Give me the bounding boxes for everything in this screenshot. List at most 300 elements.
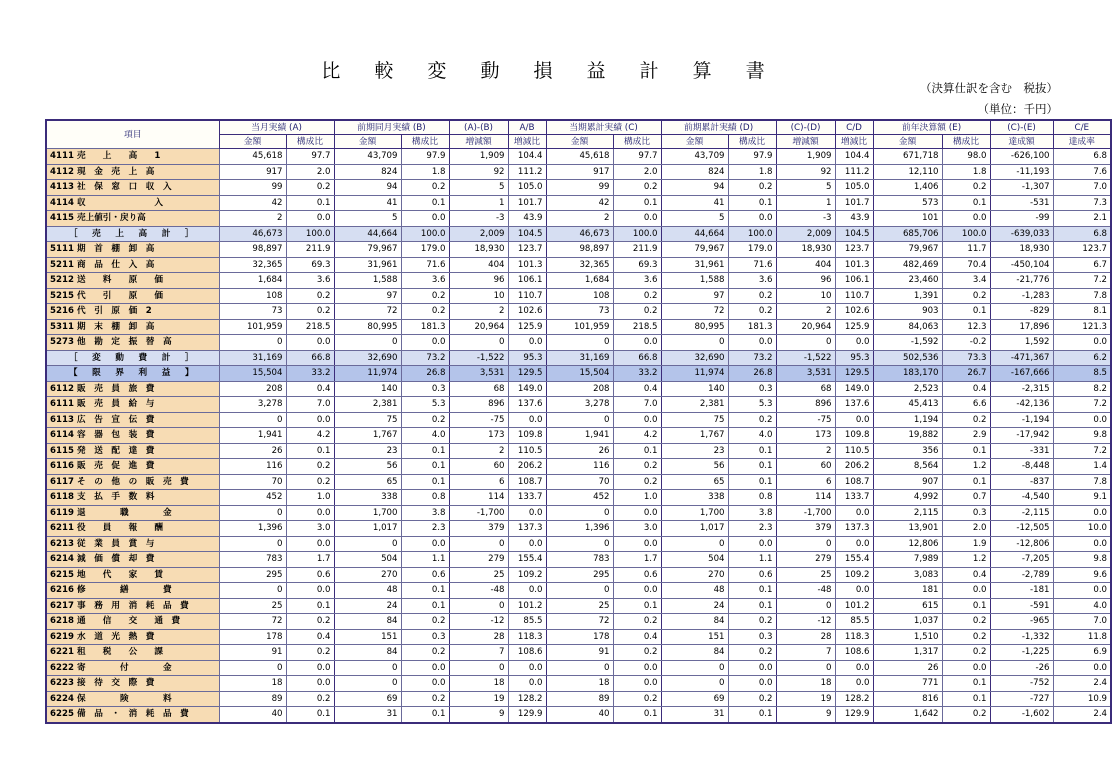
value-cell: 0.0 <box>508 335 546 351</box>
value-cell: 0.2 <box>286 614 334 630</box>
value-cell: 502,536 <box>873 350 942 366</box>
value-cell: 0 <box>546 335 613 351</box>
value-cell: 1.1 <box>401 552 449 568</box>
table-row <box>46 505 1111 521</box>
value-cell: -99 <box>990 211 1053 227</box>
value-cell: 0 <box>334 335 401 351</box>
value-cell: 108 <box>546 288 613 304</box>
value-cell: 32,365 <box>219 257 286 273</box>
value-cell: 0.1 <box>613 443 661 459</box>
value-cell: 70.4 <box>942 257 990 273</box>
value-cell: 183,170 <box>873 366 942 382</box>
value-cell: 0.1 <box>728 707 776 723</box>
value-cell: -450,104 <box>990 257 1053 273</box>
value-cell: 116 <box>546 459 613 475</box>
account-label <box>46 552 219 568</box>
value-cell: 31 <box>334 707 401 723</box>
value-cell: 9.8 <box>1053 552 1111 568</box>
account-label <box>46 521 219 537</box>
account-code: 4111 <box>50 151 74 162</box>
account-name: 販 売 員 給 与 <box>77 399 155 410</box>
value-cell: 270 <box>334 567 401 583</box>
value-cell: 149.0 <box>835 381 873 397</box>
value-cell: -12,806 <box>990 536 1053 552</box>
value-cell: 0.6 <box>286 567 334 583</box>
account-name: 売 上 高 1 <box>77 151 161 162</box>
value-cell: 0.0 <box>613 676 661 692</box>
value-cell: 1,700 <box>661 505 728 521</box>
value-cell: 5 <box>449 180 508 196</box>
value-cell: 95.3 <box>508 350 546 366</box>
value-cell: 2 <box>449 443 508 459</box>
value-cell: 3,531 <box>776 366 835 382</box>
value-cell: 110.5 <box>835 443 873 459</box>
value-cell: 73 <box>546 304 613 320</box>
value-cell: 0 <box>776 335 835 351</box>
account-code: 6117 <box>50 476 74 487</box>
account-code: 6214 <box>50 554 74 565</box>
value-cell: 1.7 <box>286 552 334 568</box>
value-cell: 94 <box>334 180 401 196</box>
account-label <box>46 195 219 211</box>
value-cell: 178 <box>219 629 286 645</box>
value-cell: 0.0 <box>508 505 546 521</box>
account-code: 5111 <box>50 244 74 255</box>
value-cell: 0.6 <box>613 567 661 583</box>
account-code: 4112 <box>50 166 74 177</box>
value-cell: 295 <box>546 567 613 583</box>
value-cell: 824 <box>334 164 401 180</box>
value-cell: 60 <box>449 459 508 475</box>
value-cell: 0.0 <box>835 505 873 521</box>
value-cell: 104.4 <box>835 149 873 165</box>
account-code: 6115 <box>50 445 74 456</box>
value-cell: 133.7 <box>835 490 873 506</box>
report-title: 比 較 変 動 損 益 計 算 書 <box>321 60 779 82</box>
value-cell: 0.2 <box>613 288 661 304</box>
value-cell: 48 <box>661 583 728 599</box>
value-cell: 7.3 <box>1053 195 1111 211</box>
table-row <box>46 614 1111 630</box>
account-name: そ の 他 の 販 売 費 <box>77 476 189 487</box>
value-cell: 1,767 <box>334 428 401 444</box>
table-row <box>46 707 1111 723</box>
value-cell: 1,317 <box>873 645 942 661</box>
header-sub: 構成比 <box>401 135 449 149</box>
value-cell: 1.9 <box>942 536 990 552</box>
value-cell: 111.2 <box>508 164 546 180</box>
value-cell: 0.1 <box>613 195 661 211</box>
table-row <box>46 211 1111 227</box>
value-cell: 72 <box>334 304 401 320</box>
value-cell: 211.9 <box>286 242 334 258</box>
value-cell: 129.9 <box>835 707 873 723</box>
value-cell: 48 <box>334 583 401 599</box>
account-code: 5211 <box>50 259 74 270</box>
value-cell: 0 <box>546 660 613 676</box>
value-cell: 0.2 <box>942 614 990 630</box>
value-cell: 18 <box>546 676 613 692</box>
value-cell: 121.3 <box>1053 319 1111 335</box>
value-cell: 79,967 <box>661 242 728 258</box>
value-cell: 25 <box>776 567 835 583</box>
value-cell: 92 <box>449 164 508 180</box>
value-cell: 84 <box>334 645 401 661</box>
header-row-groups <box>46 120 1111 135</box>
value-cell: -17,942 <box>990 428 1053 444</box>
value-cell: 56 <box>334 459 401 475</box>
value-cell: 0.2 <box>613 474 661 490</box>
value-cell: 0.1 <box>401 474 449 490</box>
value-cell: 108.7 <box>835 474 873 490</box>
value-cell: 0 <box>334 660 401 676</box>
value-cell: 279 <box>776 552 835 568</box>
table-row <box>46 474 1111 490</box>
account-label <box>46 397 219 413</box>
account-name: 保 険 料 <box>77 693 172 704</box>
value-cell: 18 <box>449 676 508 692</box>
table-row <box>46 490 1111 506</box>
total-label: 【 限 界 利 益 】 <box>68 368 197 379</box>
account-code: 6223 <box>50 678 74 689</box>
value-cell: 208 <box>219 381 286 397</box>
value-cell: 45,618 <box>219 149 286 165</box>
value-cell: 896 <box>776 397 835 413</box>
table-row <box>46 428 1111 444</box>
value-cell: 101.7 <box>835 195 873 211</box>
value-cell: 0 <box>661 536 728 552</box>
value-cell: 3.6 <box>728 273 776 289</box>
value-cell: 0.0 <box>286 412 334 428</box>
value-cell: 0 <box>546 583 613 599</box>
value-cell: 917 <box>219 164 286 180</box>
value-cell: 1,592 <box>990 335 1053 351</box>
value-cell: 2.4 <box>1053 707 1111 723</box>
value-cell: 3,083 <box>873 567 942 583</box>
value-cell: -4,540 <box>990 490 1053 506</box>
value-cell: 33.2 <box>613 366 661 382</box>
value-cell: 0.8 <box>401 490 449 506</box>
value-cell: 1,700 <box>334 505 401 521</box>
value-cell: 379 <box>449 521 508 537</box>
value-cell: -1,522 <box>776 350 835 366</box>
table-row <box>46 288 1111 304</box>
value-cell: 0 <box>546 536 613 552</box>
value-cell: 125.9 <box>508 319 546 335</box>
value-cell: 0.1 <box>942 598 990 614</box>
value-cell: 13,901 <box>873 521 942 537</box>
value-cell: 97 <box>661 288 728 304</box>
value-cell: 0 <box>334 536 401 552</box>
value-cell: 6.8 <box>1053 226 1111 242</box>
account-label <box>46 164 219 180</box>
value-cell: 31,169 <box>219 350 286 366</box>
value-cell: 68 <box>776 381 835 397</box>
value-cell: 0.0 <box>613 505 661 521</box>
value-cell: 2.0 <box>286 164 334 180</box>
value-cell: 5 <box>776 180 835 196</box>
value-cell: 65 <box>334 474 401 490</box>
value-cell: 96 <box>776 273 835 289</box>
value-cell: 66.8 <box>613 350 661 366</box>
value-cell: 137.6 <box>508 397 546 413</box>
value-cell: 43.9 <box>835 211 873 227</box>
value-cell: 7,989 <box>873 552 942 568</box>
account-code: 6113 <box>50 414 74 425</box>
header-sub: 増減比 <box>835 135 873 149</box>
value-cell: 0.1 <box>286 598 334 614</box>
value-cell: 0.0 <box>613 211 661 227</box>
account-name: 送 料 原 価 <box>77 275 163 286</box>
account-code: 6224 <box>50 693 74 704</box>
account-label <box>46 490 219 506</box>
value-cell: 896 <box>449 397 508 413</box>
value-cell: -1,307 <box>990 180 1053 196</box>
account-name: 収 入 <box>77 197 163 208</box>
value-cell: 0.1 <box>401 443 449 459</box>
value-cell: 110.7 <box>508 288 546 304</box>
header-sub: 金額 <box>661 135 728 149</box>
value-cell: 7.0 <box>613 397 661 413</box>
value-cell: 24 <box>661 598 728 614</box>
subtotal-row <box>46 350 1111 366</box>
value-cell: 70 <box>546 474 613 490</box>
value-cell: 94 <box>661 180 728 196</box>
value-cell: 356 <box>873 443 942 459</box>
value-cell: 151 <box>661 629 728 645</box>
value-cell: 0 <box>334 676 401 692</box>
account-name: 社 保 窓 口 収 入 <box>77 182 172 193</box>
value-cell: 0.1 <box>728 474 776 490</box>
table-row <box>46 629 1111 645</box>
value-cell: 0 <box>661 676 728 692</box>
value-cell: 7.6 <box>1053 164 1111 180</box>
value-cell: 80,995 <box>334 319 401 335</box>
value-cell: 73.2 <box>401 350 449 366</box>
value-cell: 28 <box>449 629 508 645</box>
value-cell: 140 <box>334 381 401 397</box>
table-row <box>46 598 1111 614</box>
value-cell: 1,017 <box>661 521 728 537</box>
account-code: 6215 <box>50 569 74 580</box>
value-cell: 84,063 <box>873 319 942 335</box>
value-cell: 2,009 <box>776 226 835 242</box>
value-cell: 102.6 <box>835 304 873 320</box>
value-cell: 99 <box>219 180 286 196</box>
table-row <box>46 149 1111 165</box>
value-cell: 45,413 <box>873 397 942 413</box>
value-cell: 100.0 <box>286 226 334 242</box>
value-cell: 573 <box>873 195 942 211</box>
value-cell: 5.3 <box>728 397 776 413</box>
value-cell: 6.9 <box>1053 645 1111 661</box>
value-cell: 84 <box>661 614 728 630</box>
value-cell: 1.2 <box>942 459 990 475</box>
header-group: (C)-(E) <box>990 120 1053 135</box>
value-cell: 5 <box>661 211 728 227</box>
value-cell: 66.8 <box>286 350 334 366</box>
value-cell: 0.2 <box>728 180 776 196</box>
value-cell: 123.7 <box>508 242 546 258</box>
value-cell: 26 <box>546 443 613 459</box>
value-cell: 6.2 <box>1053 350 1111 366</box>
total-label: ［ 売 上 高 計 ］ <box>68 228 197 239</box>
value-cell: 98.0 <box>942 149 990 165</box>
value-cell: 0.1 <box>286 707 334 723</box>
value-cell: 106.1 <box>835 273 873 289</box>
value-cell: 7 <box>776 645 835 661</box>
value-cell: 0.2 <box>728 614 776 630</box>
value-cell: -2,789 <box>990 567 1053 583</box>
value-cell: 379 <box>776 521 835 537</box>
value-cell: 0.4 <box>613 381 661 397</box>
value-cell: 0.1 <box>401 583 449 599</box>
value-cell: 0.1 <box>401 707 449 723</box>
value-cell: 24 <box>334 598 401 614</box>
value-cell: 0.1 <box>613 707 661 723</box>
value-cell: 26.8 <box>728 366 776 382</box>
value-cell: 338 <box>661 490 728 506</box>
value-cell: -2,115 <box>990 505 1053 521</box>
value-cell: 7.8 <box>1053 474 1111 490</box>
value-cell: 149.0 <box>508 381 546 397</box>
table-row <box>46 180 1111 196</box>
account-label <box>46 149 219 165</box>
account-label <box>46 428 219 444</box>
value-cell: 0 <box>449 660 508 676</box>
value-cell: 3,278 <box>219 397 286 413</box>
value-cell: 0.2 <box>728 412 776 428</box>
value-cell: 0.0 <box>835 536 873 552</box>
value-cell: 101 <box>873 211 942 227</box>
value-cell: 18,930 <box>776 242 835 258</box>
value-cell: 0.0 <box>286 536 334 552</box>
value-cell: 8,564 <box>873 459 942 475</box>
value-cell: 0.0 <box>401 335 449 351</box>
value-cell: 128.2 <box>835 691 873 707</box>
value-cell: 0.6 <box>728 567 776 583</box>
value-cell: 0.0 <box>286 505 334 521</box>
value-cell: 0 <box>776 660 835 676</box>
account-label <box>46 536 219 552</box>
account-name: 従 業 員 賞 与 <box>77 538 155 549</box>
value-cell: 0.2 <box>942 412 990 428</box>
value-cell: 4.0 <box>728 428 776 444</box>
value-cell: 0.1 <box>728 195 776 211</box>
value-cell: 56 <box>661 459 728 475</box>
value-cell: 72 <box>546 614 613 630</box>
value-cell: 40 <box>219 707 286 723</box>
value-cell: 0.0 <box>835 335 873 351</box>
table-row <box>46 676 1111 692</box>
value-cell: 1.2 <box>942 552 990 568</box>
value-cell: 270 <box>661 567 728 583</box>
value-cell: 101,959 <box>546 319 613 335</box>
table-row <box>46 164 1111 180</box>
value-cell: 181.3 <box>401 319 449 335</box>
value-cell: 3,531 <box>449 366 508 382</box>
value-cell: 75 <box>334 412 401 428</box>
value-cell: 8.2 <box>1053 381 1111 397</box>
value-cell: 0.0 <box>1053 583 1111 599</box>
value-cell: 1,510 <box>873 629 942 645</box>
value-cell: 95.3 <box>835 350 873 366</box>
value-cell: 6 <box>449 474 508 490</box>
value-cell: 0.3 <box>728 629 776 645</box>
value-cell: 173 <box>449 428 508 444</box>
value-cell: 0.0 <box>286 660 334 676</box>
value-cell: 85.5 <box>508 614 546 630</box>
value-cell: -48 <box>776 583 835 599</box>
value-cell: 129.5 <box>835 366 873 382</box>
value-cell: 114 <box>776 490 835 506</box>
value-cell: 60 <box>776 459 835 475</box>
account-name: 現 金 売 上 高 <box>77 166 155 177</box>
value-cell: 0.0 <box>508 412 546 428</box>
value-cell: 109.8 <box>835 428 873 444</box>
value-cell: 25 <box>219 598 286 614</box>
account-code: 6114 <box>50 430 74 441</box>
account-code: 6219 <box>50 631 74 642</box>
value-cell: 23 <box>334 443 401 459</box>
value-cell: 1,017 <box>334 521 401 537</box>
account-code: 6217 <box>50 600 74 611</box>
value-cell: 0.2 <box>401 614 449 630</box>
value-cell: 89 <box>546 691 613 707</box>
account-name: 寄 付 金 <box>77 662 172 673</box>
value-cell: 0.0 <box>1053 536 1111 552</box>
account-label <box>46 242 219 258</box>
account-label <box>46 412 219 428</box>
value-cell: 0.2 <box>613 180 661 196</box>
header-sub: 増減額 <box>776 135 835 149</box>
value-cell: -3 <box>449 211 508 227</box>
value-cell: 504 <box>334 552 401 568</box>
value-cell: 97.7 <box>286 149 334 165</box>
account-name: 容 器 包 装 費 <box>77 430 155 441</box>
account-name: 租 税 公 課 <box>77 647 163 658</box>
value-cell: -2,315 <box>990 381 1053 397</box>
value-cell: 0.0 <box>286 676 334 692</box>
value-cell: 0.2 <box>401 180 449 196</box>
value-cell: 208 <box>546 381 613 397</box>
value-cell: 8.5 <box>1053 366 1111 382</box>
value-cell: 4,992 <box>873 490 942 506</box>
value-cell: 0.1 <box>401 459 449 475</box>
account-code: 5215 <box>50 290 74 301</box>
value-cell: 0.2 <box>728 304 776 320</box>
value-cell: 0.2 <box>286 288 334 304</box>
header-sub: 構成比 <box>286 135 334 149</box>
value-cell: 10.9 <box>1053 691 1111 707</box>
value-cell: 3.0 <box>286 521 334 537</box>
account-name: 期 末 棚 卸 高 <box>77 321 155 332</box>
account-label <box>46 257 219 273</box>
header-sub: 金額 <box>546 135 613 149</box>
value-cell: 0.0 <box>728 211 776 227</box>
value-cell: 279 <box>449 552 508 568</box>
value-cell: 6.6 <box>942 397 990 413</box>
value-cell: 18,930 <box>449 242 508 258</box>
value-cell: 3.8 <box>728 505 776 521</box>
value-cell: 1.1 <box>728 552 776 568</box>
account-label <box>46 180 219 196</box>
value-cell: 23 <box>661 443 728 459</box>
value-cell: 0.0 <box>942 660 990 676</box>
account-name: 通 信 交 通 費 <box>77 616 181 627</box>
header-group: C/D <box>835 120 873 135</box>
value-cell: 1.4 <box>1053 459 1111 475</box>
